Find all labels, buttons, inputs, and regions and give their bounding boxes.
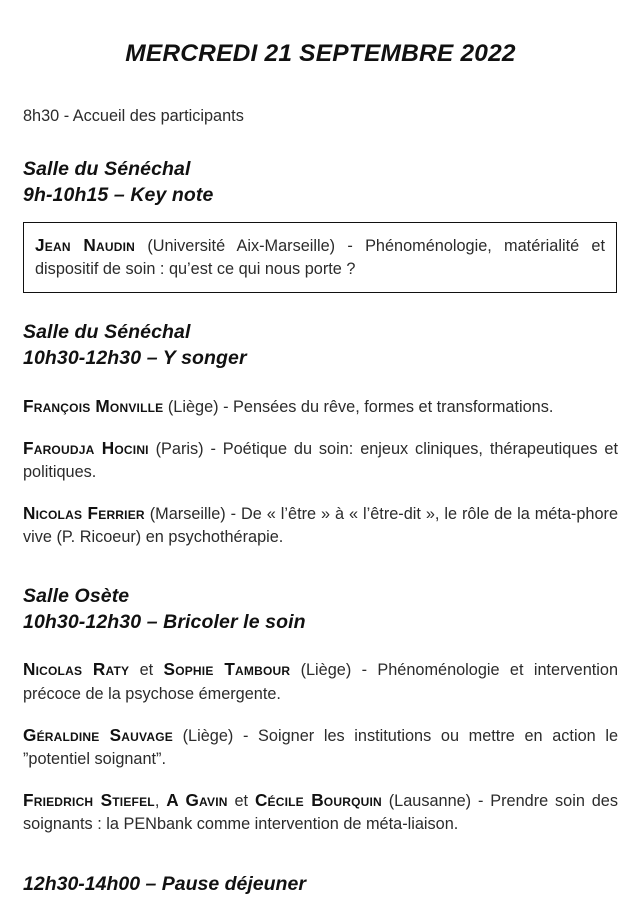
talk-list-ysonger (23, 372, 618, 550)
speaker-conjunction: et (129, 661, 164, 680)
talk-affiliation: (Université Aix-Marseille) (147, 236, 336, 255)
talk-title: De « l’être » à « l’être-dit », le rôle de la méta-phore vive (P. Ricoeur) en psychothérapie. (23, 505, 618, 547)
talk-separator: - (218, 397, 234, 416)
talk-entry (23, 657, 618, 705)
page-title: MERCREDI 21 SEPTEMBRE 2022 (125, 40, 516, 67)
talk-title: Prendre soin des soignants : la PENbank comme intervention de méta-liaison. (23, 792, 618, 834)
section-heading-senechal-keynote (23, 127, 618, 209)
talk-separator: - (351, 661, 378, 680)
talk-affiliation-spacer (290, 661, 300, 679)
talk-separator: - (233, 726, 259, 745)
talk-title: Poétique du soin: enjeux cliniques, thérapeutiques et politiques. (23, 440, 619, 482)
keynote-box (23, 222, 617, 293)
speaker-conjunction: , (154, 792, 167, 811)
talk-entry (23, 501, 618, 549)
section-room-name: Salle Osète (23, 584, 130, 607)
talk-list-osete (23, 635, 618, 836)
talk-separator: - (335, 236, 366, 255)
talk-affiliation-spacer (382, 792, 389, 810)
section-time-slot: 9h-10h15 – Key note (23, 183, 214, 206)
talk-entry (23, 723, 618, 771)
talk-separator: - (471, 792, 491, 811)
talk-separator: - (225, 505, 242, 524)
lunch-break-heading: 12h30-14h00 – Pause déjeuner (23, 873, 306, 896)
speaker-name: Sophie Tambour (163, 659, 291, 680)
talk-affiliation: (Liège) (167, 397, 219, 416)
speaker-conjunction: et (227, 792, 255, 811)
speaker-name: Géraldine Sauvage (23, 724, 173, 745)
talk-affiliation-spacer (149, 440, 156, 458)
section-room-name: Salle du Sénéchal (23, 157, 191, 180)
section-heading-osete (23, 550, 618, 636)
talk-title: Soigner les institutions ou mettre en action le ”potentiel soignant”. (23, 726, 619, 768)
section-time-slot: 10h30-12h30 – Y songer (23, 346, 247, 369)
speaker-name: A Gavin (166, 790, 228, 811)
section-time-slot: 10h30-12h30 – Bricoler le soin (23, 610, 306, 633)
talk-affiliation: (Liège) (182, 726, 234, 745)
talk-affiliation: (Lausanne) (388, 792, 472, 811)
talk-separator: - (203, 440, 223, 459)
talk-affiliation: (Paris) (155, 440, 204, 459)
talk-affiliation-spacer (173, 727, 183, 745)
talk-affiliation: (Liège) (300, 661, 352, 680)
talk-title: Phénoménologie et intervention précoce de la psychose émergente. (23, 661, 619, 703)
talk-entry (23, 788, 618, 836)
welcome-line: 8h30 - Accueil des participants (23, 106, 244, 125)
talk-entry (23, 394, 618, 419)
speaker-name: Friedrich Stiefel (23, 790, 155, 811)
section-room-name: Salle du Sénéchal (23, 321, 191, 344)
talk-entry (23, 436, 618, 484)
talk-title: Phénoménologie, matérialité et dispositif de soin : qu’est ce qui nous porte ? (35, 236, 606, 278)
speaker-name: Cécile Bourquin (254, 790, 382, 811)
speaker-name: François Monville (23, 395, 164, 416)
talk-affiliation-spacer (135, 237, 147, 255)
talk-entry (35, 233, 605, 281)
speaker-name: Nicolas Raty (23, 659, 130, 680)
talk-title: Pensées du rêve, formes et transformations. (233, 397, 554, 416)
section-heading-senechal-ysonger (23, 293, 618, 372)
speaker-name: Faroudja Hocini (23, 438, 149, 459)
speaker-name: Jean Naudin (35, 234, 136, 255)
talk-affiliation: (Marseille) (149, 505, 226, 524)
speaker-name: Nicolas Ferrier (23, 503, 145, 524)
